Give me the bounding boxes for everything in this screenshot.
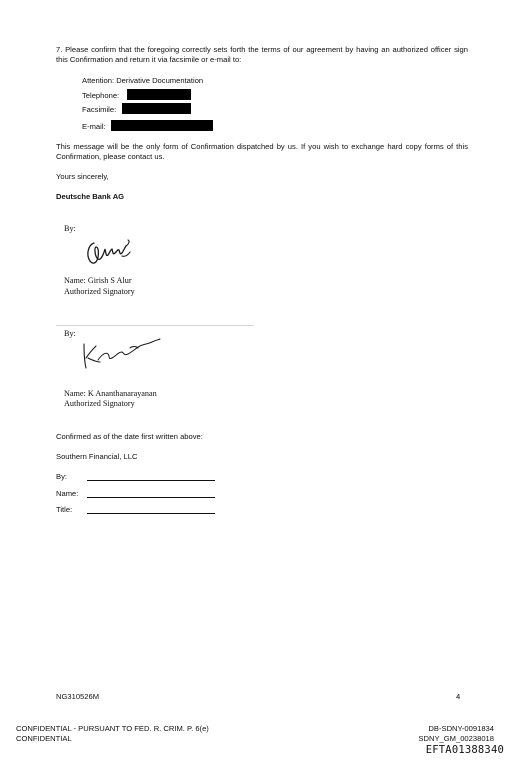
signature-2 — [78, 336, 164, 372]
signatory-2-by: By: — [64, 329, 76, 338]
email-redaction — [111, 120, 213, 131]
bank-name: Deutsche Bank AG — [56, 192, 125, 201]
attention-line: Attention: Derivative Documentation — [82, 76, 204, 85]
signatory-2-title: Authorized Signatory — [64, 399, 135, 408]
signatory-1-title: Authorized Signatory — [64, 287, 135, 296]
counterparty-by-line — [87, 480, 215, 481]
counterparty-title-label: Title: — [56, 505, 73, 514]
paragraph-7: 7. Please confirm that the foregoing correctly sets forth the terms of our agreement by having an authorized officer sign this Confirmation and return it via facsimile or e-mail to: — [56, 45, 468, 64]
telephone-label: Telephone: — [82, 91, 120, 100]
footer-sdny-bates: SDNY_GM_00238018 — [418, 734, 494, 743]
document-reference: NG310526M — [56, 692, 100, 701]
confirmed-text: Confirmed as of the date first written above: — [56, 432, 203, 441]
footer-efta-bates: EFTA01388340 — [425, 744, 504, 756]
page-number: 4 — [456, 692, 461, 701]
counterparty-name-line — [87, 497, 215, 498]
facsimile-label: Facsimile: — [82, 105, 117, 114]
signatory-2-name: Name: K Ananthanarayanan — [64, 389, 157, 398]
email-label: E-mail: — [82, 122, 106, 131]
footer-confidential-rule: CONFIDENTIAL - PURSUANT TO FED. R. CRIM. P. 6(e) — [16, 724, 209, 733]
counterparty-title-line — [87, 513, 215, 514]
counterparty-by-label: By: — [56, 472, 67, 481]
signatory-1-name: Name: Girish S Alur — [64, 276, 132, 285]
facsimile-redaction — [122, 103, 191, 114]
telephone-redaction — [127, 89, 191, 100]
signatory-1-by: By: — [64, 224, 76, 233]
signature-1 — [84, 235, 136, 271]
counterparty-name: Southern Financial, LLC — [56, 452, 138, 461]
footer-confidential: CONFIDENTIAL — [16, 734, 72, 743]
closing-salutation: Yours sincerely, — [56, 172, 109, 181]
counterparty-name-label: Name: — [56, 489, 79, 498]
footer-db-bates: DB-SDNY-0091834 — [428, 724, 494, 733]
signature-divider — [56, 325, 254, 326]
notice-paragraph: This message will be the only form of Confirmation dispatched by us. If you wish to exchange hard copy forms of this Confirmation, please contact us. — [56, 142, 468, 161]
